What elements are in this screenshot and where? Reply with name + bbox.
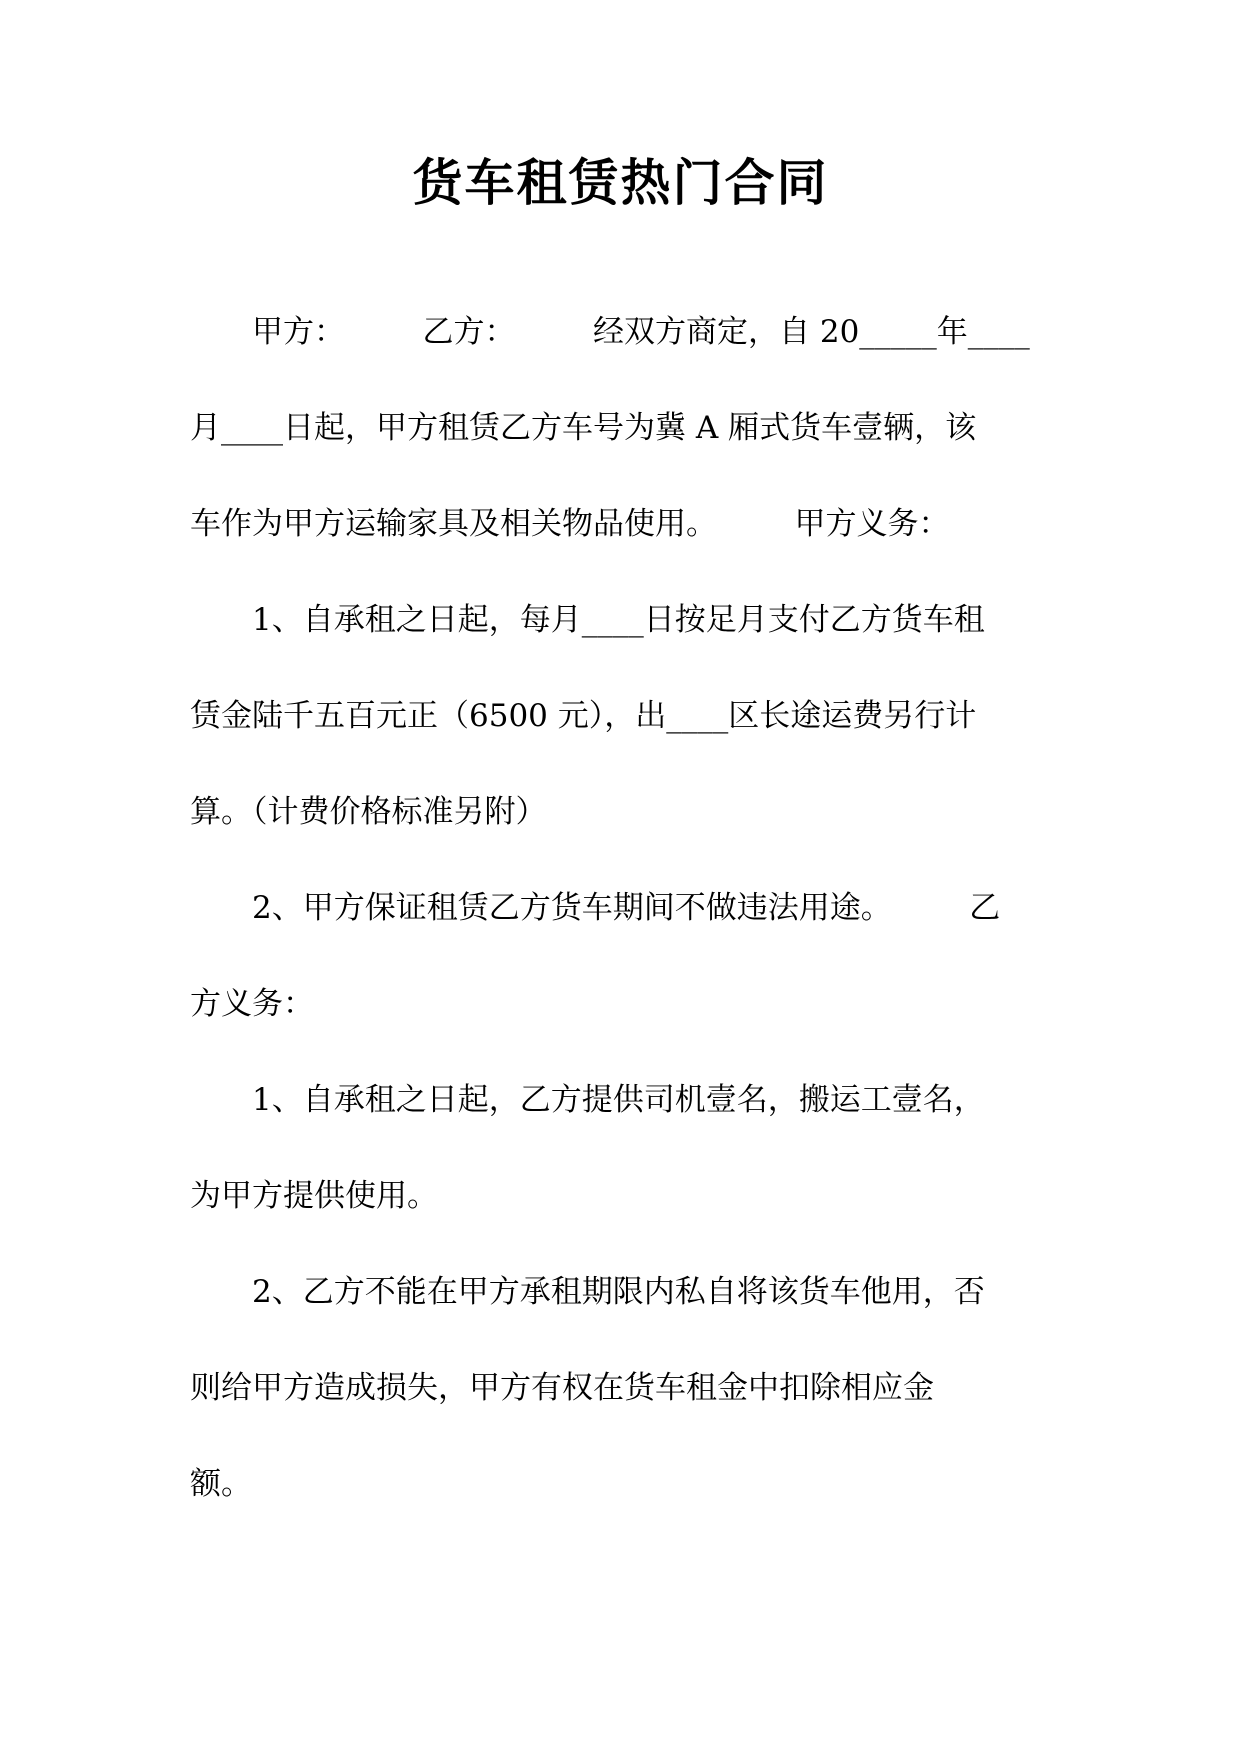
text-line: 方义务： bbox=[190, 986, 314, 1022]
text-line: 月____日起，甲方租赁乙方车号为冀 A 厢式货车壹辆，该 bbox=[190, 410, 977, 446]
text-line: 2、甲方保证租赁乙方货车期间不做违法用途。 乙 bbox=[190, 890, 1001, 926]
document-title: 货车租赁热门合同 bbox=[412, 154, 829, 212]
text-line: 1、自承租之日起，乙方提供司机壹名，搬运工壹名， bbox=[190, 1082, 985, 1118]
text-line: 额。 bbox=[190, 1466, 252, 1502]
text-line: 则给甲方造成损失，甲方有权在货车租金中扣除相应金 bbox=[190, 1370, 934, 1406]
text-line: 为甲方提供使用。 bbox=[190, 1178, 438, 1214]
text-line: 车作为甲方运输家具及相关物品使用。 甲方义务： bbox=[190, 506, 950, 542]
text-line: 2、乙方不能在甲方承租期限内私自将该货车他用，否 bbox=[190, 1274, 985, 1310]
text-line: 赁金陆千五百元正（6500 元），出____区长途运费另行计 bbox=[190, 698, 977, 734]
text-line: 算。（计费价格标准另附） bbox=[190, 794, 547, 830]
text-line: 甲方： 乙方： 经双方商定，自 20_____年____ bbox=[190, 314, 1030, 350]
text-line: 1、自承租之日起，每月____日按足月支付乙方货车租 bbox=[190, 602, 985, 638]
